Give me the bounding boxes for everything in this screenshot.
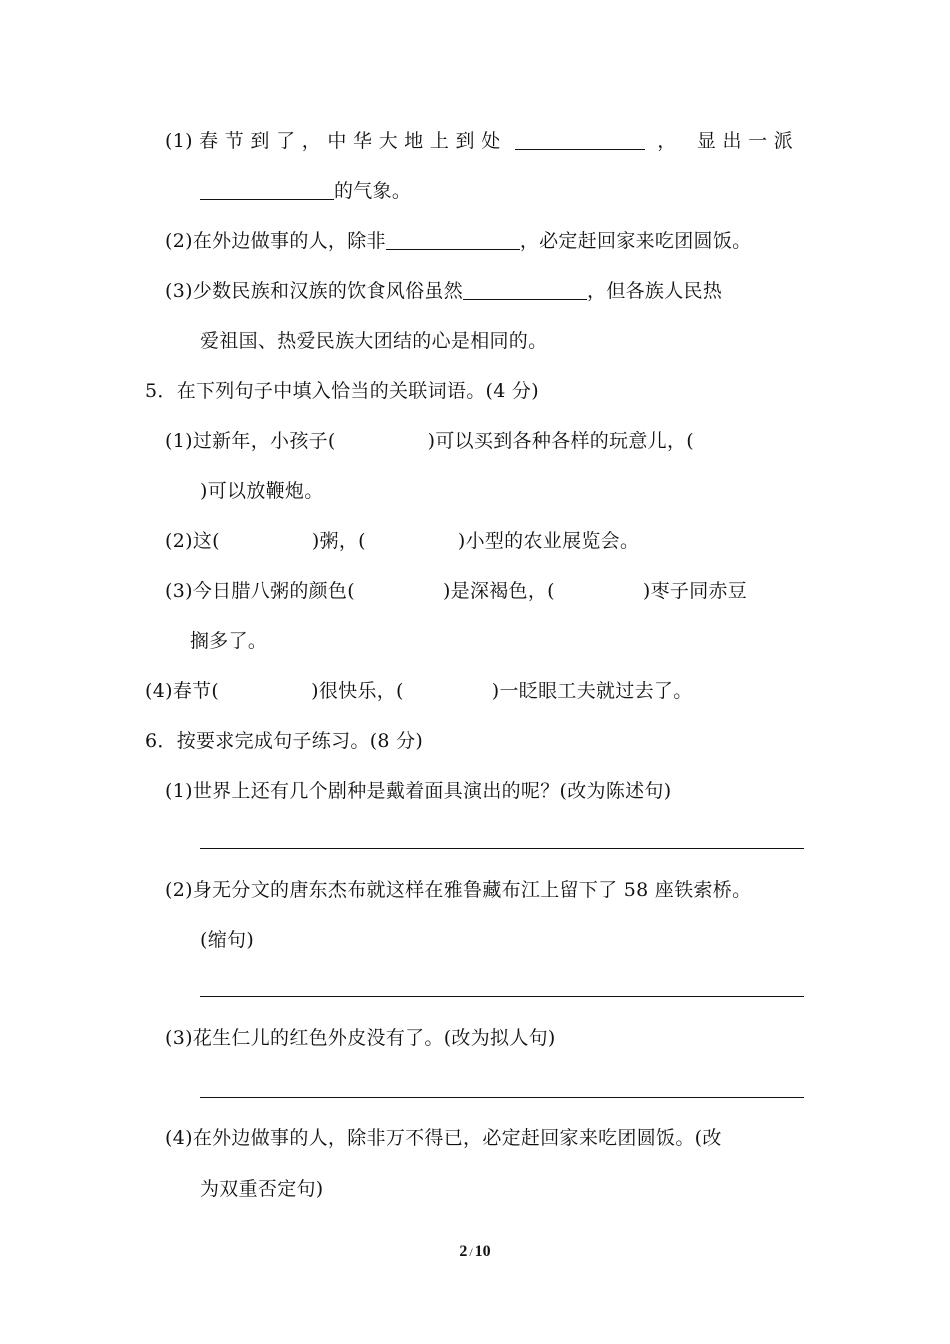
q5-item-4 bbox=[145, 677, 693, 705]
answer-line[interactable] bbox=[200, 1097, 804, 1098]
q5-item-2-c: )小型的农业展览会。 bbox=[457, 530, 640, 552]
q5-item-2 bbox=[165, 527, 639, 555]
q4-item-2-b: ，必定赶回家来吃团圆饭。 bbox=[519, 230, 752, 252]
q5-item-3-b: )是深褐色，( bbox=[442, 580, 555, 602]
page-total: 10 bbox=[474, 1243, 491, 1260]
q4-item-1-line2 bbox=[200, 177, 411, 205]
page-slash: / bbox=[469, 1245, 473, 1259]
q4-item-3 bbox=[165, 277, 722, 305]
q5-item-3-a: (3)今日腊八粥的颜色( bbox=[165, 580, 355, 602]
q5-item-3-cont: 搁多了。 bbox=[190, 630, 268, 652]
q4-item-1-line1 bbox=[165, 127, 793, 155]
q6-heading: 6．按要求完成句子练习。(8 分) bbox=[145, 730, 424, 752]
q5-item-4-a: (4)春节( bbox=[145, 680, 220, 702]
q5-item-1-a: (1)过新年，小孩子( bbox=[165, 430, 336, 452]
answer-line[interactable] bbox=[200, 848, 804, 849]
answer-blank[interactable] bbox=[463, 279, 587, 300]
q4-item-1-text: (1) 春 节 到 了 ， 中 华 大 地 上 到 处 bbox=[165, 130, 501, 152]
q6-item-2: (2)身无分文的唐东杰布就这样在雅鲁藏布江上留下了 58 座铁索桥。 bbox=[165, 879, 752, 901]
q4-item-3-b: ，但各族人民热 bbox=[587, 280, 723, 302]
answer-line[interactable] bbox=[200, 996, 804, 997]
q5-item-1-b: )可以买到各种各样的玩意儿，( bbox=[427, 430, 694, 452]
q5-item-1 bbox=[165, 427, 694, 455]
q4-item-2-a: (2)在外边做事的人，除非 bbox=[165, 230, 386, 252]
q4-item-3-a: (3)少数民族和汉族的饮食风俗虽然 bbox=[165, 280, 464, 302]
q6-item-3: (3)花生仁儿的红色外皮没有了。(改为拟人句) bbox=[165, 1027, 556, 1049]
q4-item-2 bbox=[165, 227, 751, 255]
q6-item-2-cont: (缩句) bbox=[200, 929, 255, 951]
q6-item-4: (4)在外边做事的人，除非万不得已，必定赶回家来吃团圆饭。(改 bbox=[165, 1127, 722, 1149]
q5-item-1-c: )可以放鞭炮。 bbox=[200, 480, 324, 502]
q5-item-2-b: )粥，( bbox=[311, 530, 366, 552]
q5-item-4-c: )一眨眼工夫就过去了。 bbox=[491, 680, 693, 702]
q5-item-1-cont bbox=[200, 477, 324, 505]
q5-heading: 5．在下列句子中填入恰当的关联词语。(4 分) bbox=[145, 380, 539, 402]
q4-item-1-sep: ， bbox=[657, 130, 677, 152]
q6-item-1: (1)世界上还有几个剧种是戴着面具演出的呢？(改为陈述句) bbox=[165, 780, 672, 802]
answer-blank[interactable] bbox=[386, 229, 520, 250]
answer-blank[interactable] bbox=[515, 129, 645, 150]
q4-item-3-cont: 爱祖国、热爱民族大团结的心是相同的。 bbox=[200, 330, 548, 352]
q5-item-3 bbox=[165, 577, 747, 605]
q5-item-4-b: )很快乐，( bbox=[311, 680, 404, 702]
answer-blank[interactable] bbox=[200, 179, 334, 200]
q4-item-1-mid: 显 出 一 派 bbox=[696, 130, 794, 152]
q5-item-2-a: (2)这( bbox=[165, 530, 220, 552]
q4-item-1-end: 的气象。 bbox=[334, 180, 412, 202]
page-number bbox=[0, 1243, 950, 1261]
q5-item-3-c: )枣子同赤豆 bbox=[642, 580, 748, 602]
q6-item-4-cont: 为双重否定句) bbox=[200, 1178, 324, 1200]
page-current: 2 bbox=[459, 1243, 468, 1260]
